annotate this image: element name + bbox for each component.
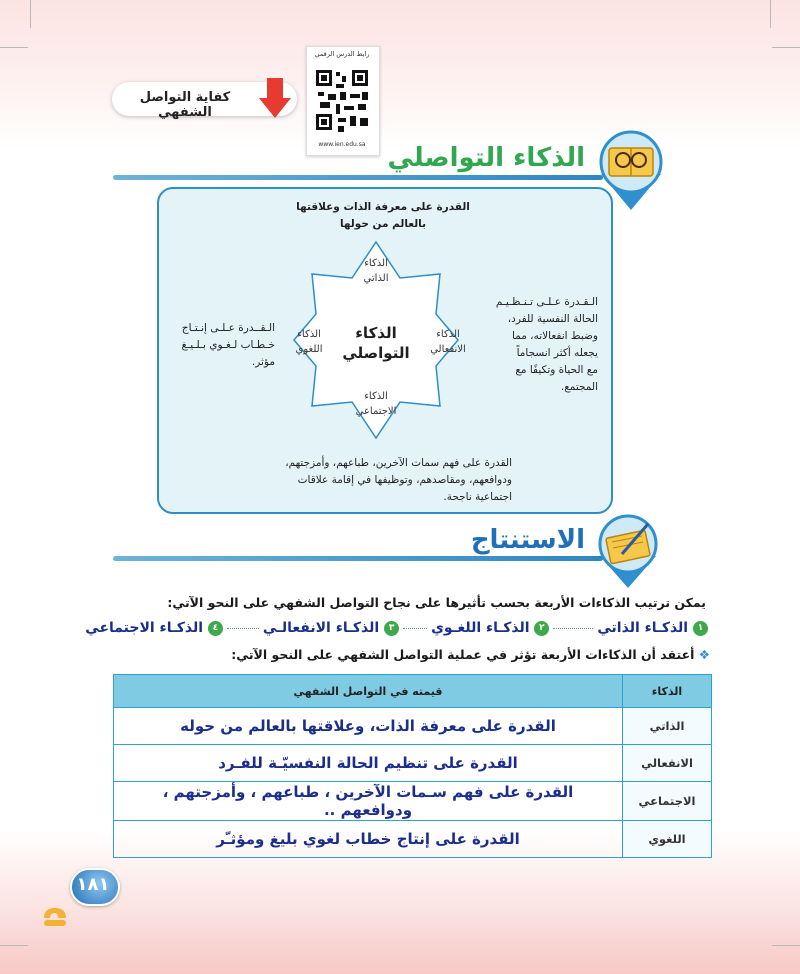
crop-mark (770, 0, 771, 28)
qr-url: www.ien.edu.sa (318, 141, 366, 148)
table-row (114, 821, 712, 858)
page-number: ١٨١ (76, 874, 110, 895)
section-title-communicative: الذكاء التواصلي (387, 143, 585, 173)
table-row-key: اللغوي (623, 821, 712, 858)
section-divider (113, 556, 603, 561)
table-row (114, 708, 712, 745)
section-title-conclusion: الاستنتاج (470, 525, 585, 555)
rank-item: ٣ الذكـاء الانفعالـي (263, 620, 399, 636)
publisher-logo-icon (40, 904, 70, 930)
star-label-linguistic: الذكاء اللغوي (295, 329, 323, 355)
rank-item: ٤ الذكـاء الاجتماعي (85, 620, 223, 636)
section-divider (113, 175, 603, 180)
table-header: قيمته في التواصل الشفهي (114, 675, 623, 708)
crop-mark (772, 945, 800, 946)
table-row (114, 745, 712, 782)
star-label-self: الذكاء الذاتي (363, 258, 389, 284)
emotional-description: الـقـدرة عـلـى تـنـظـيـم الحالة النفسية للفرد، وضبط انفعالاته، مما يجعله أكثر انسجاماً مع الحياة وتكيفًا مع المجتمع. (495, 296, 598, 393)
table-row-value: القدرة على إنتاج خطاب لغوي بليغ ومؤثـّر (114, 821, 623, 858)
star-label-emotional: الذكاء الانفعالي (430, 329, 466, 355)
table-row-key: الذاتي (623, 708, 712, 745)
table-row-key: الاجتماعي (623, 782, 712, 821)
belief-line: ❖ أعتقد أن الذكاءات الأربعة تؤثر في عملية التواصل الشفهي على النحو الآتي: (231, 647, 710, 662)
down-arrow-icon (257, 78, 293, 120)
notebook-pen-icon (592, 510, 664, 590)
rank-item: ١ الذكـاء الذاتي (597, 620, 708, 636)
bullet-icon: ❖ (698, 647, 710, 662)
header-background (0, 0, 800, 150)
crop-mark (772, 47, 800, 48)
crop-mark (0, 945, 28, 946)
crop-mark (0, 47, 28, 48)
table-header-row (114, 675, 712, 708)
table-row-value: القدرة على تنظيم الحالة النفسيّـة للفـرد (114, 745, 623, 782)
table-row-value: القدرة على معرفة الذات، وعلاقتها بالعالم من حوله (114, 708, 623, 745)
center-label: الذكاء التواصلي (342, 324, 410, 362)
social-description: القدرة على فهم سمات الآخرين، طباعهم، وأمزجتهم، ودوافعهم، ومقاصدهم، وتوظيفها في إقامة علاقات اجتماعية ناجحة. (285, 457, 512, 503)
table-row (114, 782, 712, 821)
qr-caption: رابط الدرس الرقمي (314, 50, 370, 58)
qr-code-icon[interactable] (314, 64, 370, 138)
star-label-social: الذكاء الاجتماعي (355, 391, 397, 417)
crop-mark (30, 0, 31, 28)
table-row-value: القدرة على فهم سـمات الآخرين ، طباعهم ، وأمزجتهم ، ودوافعهم .. (114, 782, 623, 821)
table-header: الذكاء (623, 675, 712, 708)
unit-title: كفاية التواصل الشفهي (139, 90, 231, 120)
ranking-list (85, 620, 708, 636)
values-table (113, 674, 712, 858)
table-row-key: الانفعالي (623, 745, 712, 782)
self-description: القدرة على معرفة الذات وعلاقتها بالعالم من حولها (296, 201, 470, 230)
ranking-intro: يمكن ترتيب الذكاءات الأربعة بحسب تأثيرها على نجاح التواصل الشفهي على النحو الآتي: (167, 595, 706, 610)
rank-item: ٢ الذكـاء اللغـوي (431, 620, 549, 636)
linguistic-description: الـقــدرة عـلـى إنـتـاج خـطـاب لـغـوي بـلـيـغ مؤثر. (181, 322, 275, 368)
